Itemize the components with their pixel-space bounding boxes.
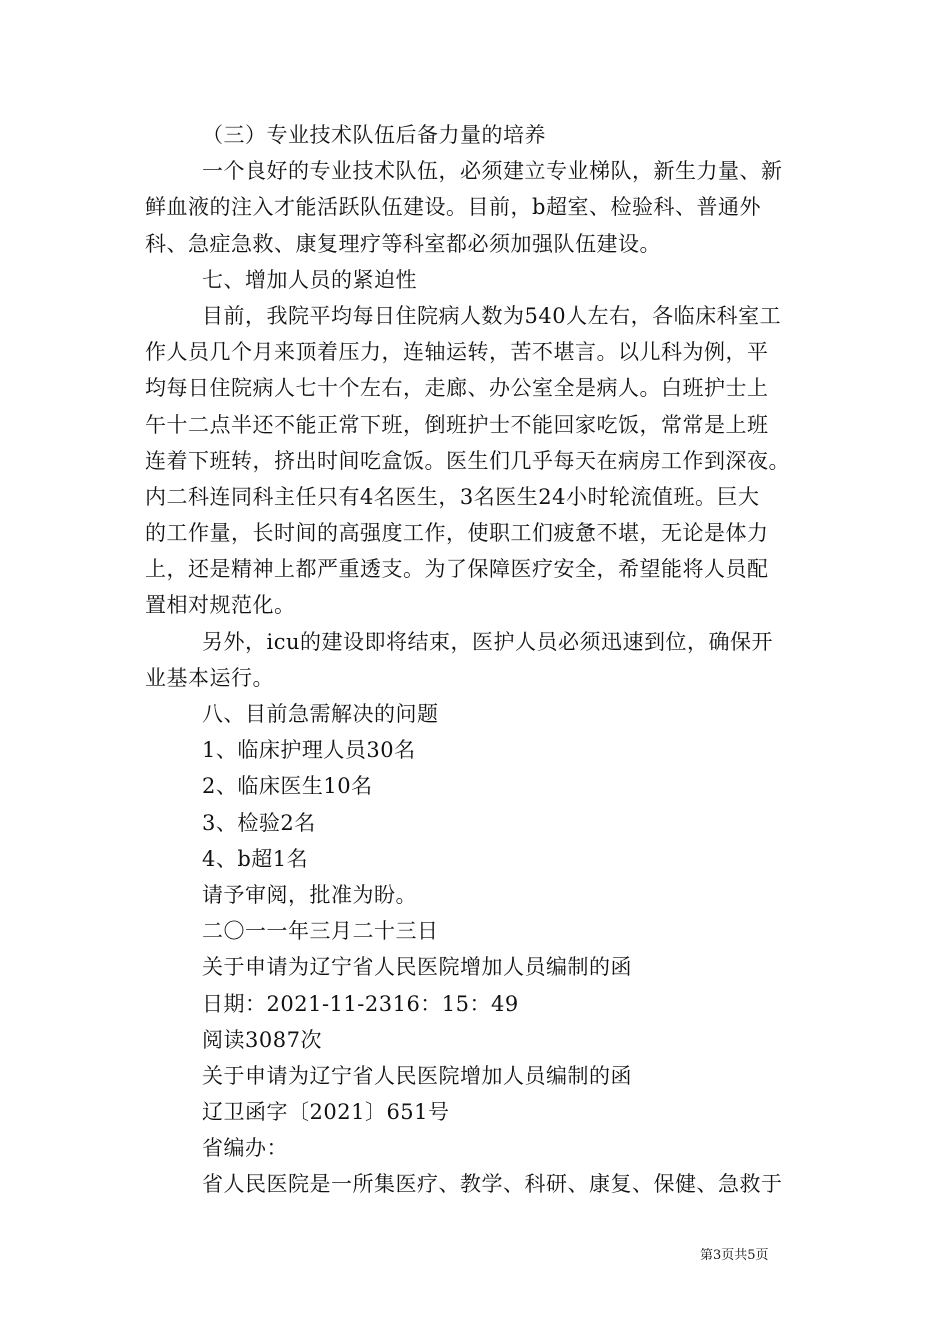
- text-line: 1、临床护理人员30名: [202, 738, 416, 763]
- text-line: 内二科连同科主任只有4名医生，3名医生24小时轮流值班。巨大: [145, 484, 760, 509]
- text-line: 七、增加人员的紧迫性: [202, 267, 417, 292]
- text-line: 业基本运行。: [145, 665, 274, 690]
- text-line: 连着下班转，挤出时间吃盒饭。医生们几乎每天在病房工作到深夜。: [145, 448, 790, 473]
- text-line: 作人员几个月来顶着压力，连轴运转，苦不堪言。以儿科为例，平: [145, 340, 769, 365]
- text-line: 阅读3087次: [202, 1027, 322, 1052]
- text-line: 3、检验2名: [202, 810, 316, 835]
- text-line: 置相对规范化。: [145, 593, 296, 618]
- text-line: 请予审阅，批准为盼。: [202, 882, 417, 907]
- text-line: 科、急症急救、康复理疗等科室都必须加强队伍建设。: [145, 231, 661, 256]
- document-body: [145, 117, 810, 1203]
- text-line: 省人民医院是一所集医疗、教学、科研、康复、保健、急救于: [202, 1172, 783, 1197]
- text-line: （三）专业技术队伍后备力量的培养: [202, 123, 546, 147]
- text-line: 目前，我院平均每日住院病人数为540人左右，各临床科室工: [202, 303, 782, 328]
- text-line: 关于申请为辽宁省人民医院增加人员编制的函: [202, 955, 632, 980]
- text-line: 上，还是精神上都严重透支。为了保障医疗安全，希望能将人员配: [145, 557, 769, 582]
- text-line: 另外，icu的建设即将结束，医护人员必须迅速到位，确保开: [202, 629, 774, 654]
- text-line: 二〇一一年三月二十三日: [202, 919, 439, 944]
- text-line: 均每日住院病人七十个左右，走廊、办公室全是病人。白班护士上: [145, 376, 769, 401]
- text-line: 一个良好的专业技术队伍，必须建立专业梯队，新生力量、新: [202, 159, 783, 184]
- text-line: 午十二点半还不能正常下班，倒班护士不能回家吃饭，常常是上班: [145, 412, 769, 437]
- text-line: 八、目前急需解决的问题: [202, 702, 439, 726]
- text-line: 4、b超1名: [202, 846, 309, 871]
- text-line: 日期：2021-11-2316：15：49: [202, 991, 519, 1016]
- text-line: 关于申请为辽宁省人民医院增加人员编制的函: [202, 1063, 632, 1088]
- text-line: 2、临床医生10名: [202, 774, 373, 799]
- page-number: 第3页共5页: [700, 1248, 769, 1263]
- text-line: 的工作量，长时间的高强度工作，使职工们疲惫不堪，无论是体力: [145, 521, 769, 546]
- text-line: 辽卫函字〔2021〕651号: [202, 1100, 450, 1125]
- text-line: 省编办：: [202, 1136, 288, 1161]
- text-line: 鲜血液的注入才能活跃队伍建设。目前，b超室、检验科、普通外: [145, 195, 761, 220]
